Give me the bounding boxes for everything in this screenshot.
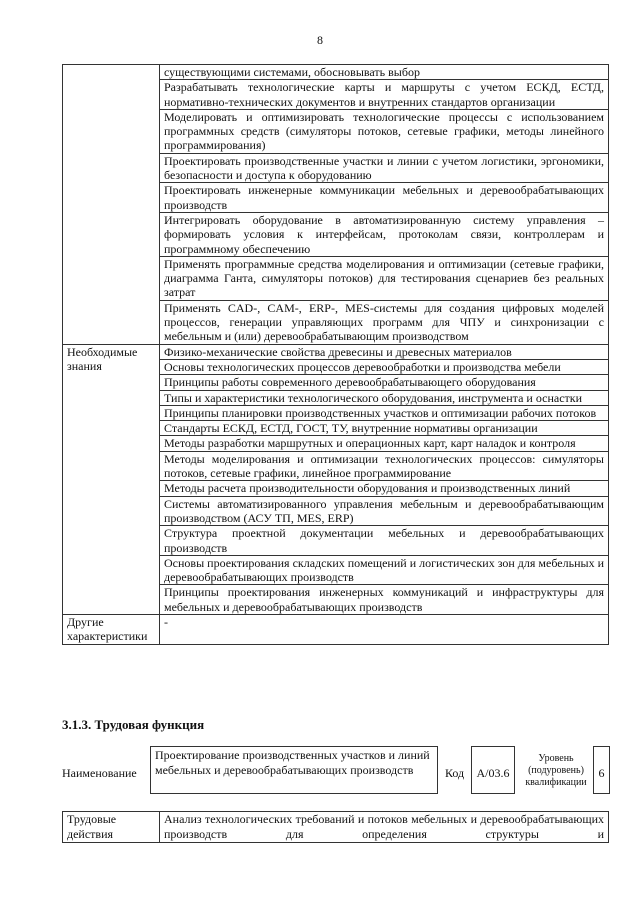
- labor-action-item: Анализ технологических требований и потоков мебельных и деревообрабатывающих производств для определения структуры и: [160, 812, 609, 843]
- knowledge-label: Необходимые знания: [63, 344, 160, 614]
- skill-item: Моделировать и оптимизировать технологические процессы с использованием программных средств (симуляторы потоков, сетевые графики, методы линейного программирования): [160, 109, 609, 153]
- knowledge-item: Принципы планировки производственных участков и оптимизации рабочих потоков: [160, 405, 609, 420]
- knowledge-item: Принципы проектирования инженерных коммуникаций и инфраструктуры для мебельных и деревообрабатывающих производств: [160, 585, 609, 615]
- knowledge-item: Основы проектирования складских помещений и логистических зон для мебельных и деревообрабатывающих производств: [160, 555, 609, 585]
- knowledge-item: Принципы работы современного деревообрабатывающего оборудования: [160, 375, 609, 390]
- skill-item: Интегрировать оборудование в автоматизированную систему управления – формировать условия к интерфейсам, протоколам связи, контроллерам и программному обеспечению: [160, 212, 609, 256]
- knowledge-item: Структура проектной документации мебельных и деревообрабатывающих производств: [160, 526, 609, 556]
- section-title: 3.1.3. Трудовая функция: [62, 717, 205, 732]
- knowledge-item: Физико-механические свойства древесины и древесных материалов: [160, 344, 609, 359]
- skill-item: Применять программные средства моделирования и оптимизации (сетевые графики, диаграмма Ганта, симуляторы потоков) для тестирования сценариев без реальных затрат: [160, 256, 609, 300]
- skill-item: Проектировать инженерные коммуникации мебельных и деревообрабатывающих производств: [160, 183, 609, 213]
- labor-function-header: [62, 746, 610, 796]
- skills-label-cell: [63, 65, 160, 345]
- knowledge-item: Типы и характеристики технологического оборудования, инструмента и оснастки: [160, 390, 609, 405]
- knowledge-item: Стандарты ЕСКД, ЕСТД, ГОСТ, ТУ, внутренние нормативы организации: [160, 421, 609, 436]
- skill-item: Разрабатывать технологические карты и маршруты с учетом ЕСКД, ЕСТД, нормативно-технических документов и внутренних стандартов организации: [160, 80, 609, 110]
- skills-knowledge-table: [62, 64, 609, 645]
- code-value: А/03.6: [471, 746, 515, 794]
- knowledge-item: Методы моделирования и оптимизации технологических процессов: симуляторы потоков, сетевые графики, линейное программирование: [160, 451, 609, 481]
- knowledge-item: Системы автоматизированного управления мебельным и деревообрабатывающим производством (АСУ ТП, MES, ERP): [160, 496, 609, 526]
- page-number: 8: [317, 33, 323, 47]
- labor-actions-table: [62, 811, 609, 843]
- skill-item: Проектировать производственные участки и линии с учетом логистики, эргономики, безопасности и доступа к оборудованию: [160, 153, 609, 183]
- knowledge-item: Методы расчета производительности оборудования и производственных линий: [160, 481, 609, 496]
- qualification-level-value: 6: [593, 746, 610, 794]
- skill-item: Применять CAD-, CAM-, ERP-, MES-системы для создания цифровых моделей процессов, генерации управляющих программ для ЧПУ и синхронизации с мебельным и (или) деревообрабатывающим производством: [160, 300, 609, 344]
- name-value: Проектирование производственных участков и линий мебельных и деревообрабатывающих производств: [150, 746, 438, 794]
- qualification-level-label: Уровень (подуровень) квалификации: [525, 753, 587, 788]
- skill-item: существующими системами, обосновывать выбор: [160, 65, 609, 80]
- other-characteristics-label: Другие характеристики: [63, 614, 160, 644]
- labor-actions-label: Трудовые действия: [63, 812, 160, 843]
- name-label: Наименование: [62, 766, 137, 780]
- knowledge-item: Методы разработки маршрутных и операционных карт, карт наладок и контроля: [160, 436, 609, 451]
- code-label: Код: [445, 766, 465, 780]
- other-characteristics-value: -: [160, 614, 609, 644]
- knowledge-item: Основы технологических процессов деревообработки и производства мебели: [160, 359, 609, 374]
